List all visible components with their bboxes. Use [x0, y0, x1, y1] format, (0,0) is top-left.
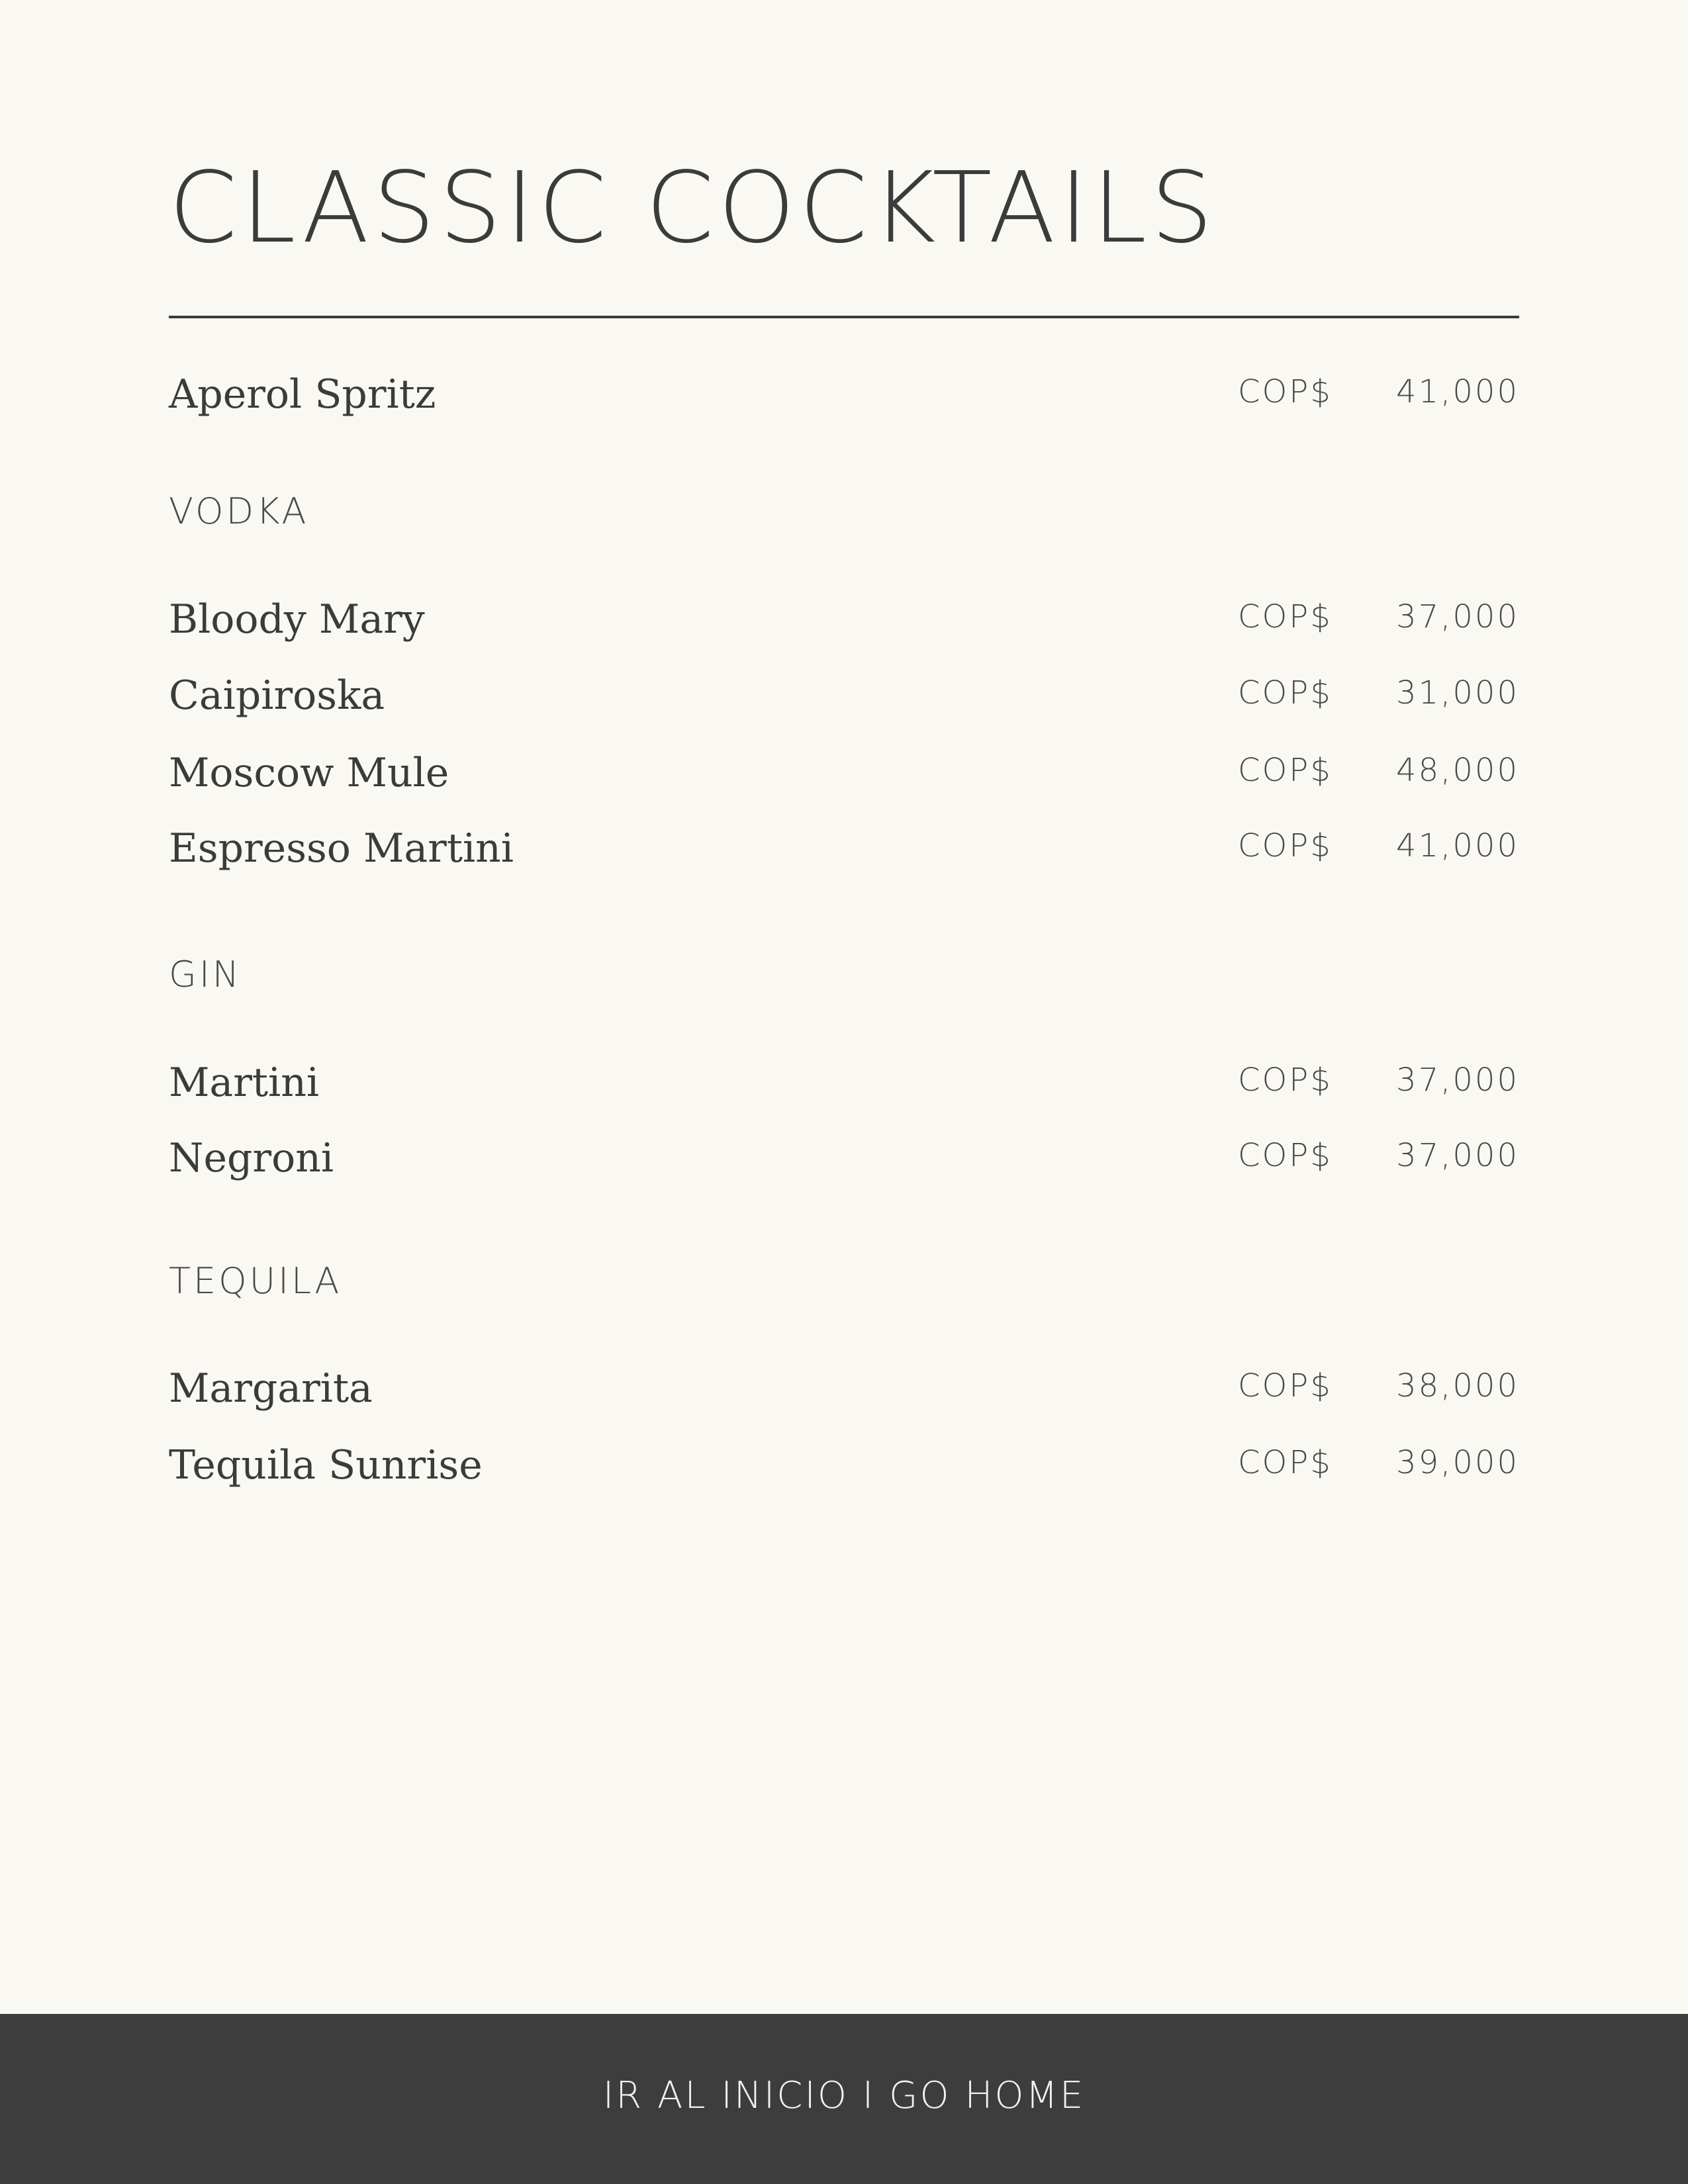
- item-currency: COP$: [1238, 1444, 1333, 1481]
- title-divider: [169, 316, 1519, 318]
- item-currency: COP$: [1238, 674, 1333, 711]
- go-home-link[interactable]: IR AL INICIO I GO HOME: [602, 2074, 1086, 2117]
- item-price: 37,000: [1396, 1137, 1519, 1174]
- section-heading-vodka: VODKA: [169, 490, 309, 532]
- section-heading-gin: GIN: [169, 954, 242, 995]
- item-name: Moscow Mule: [169, 750, 449, 796]
- item-name: Negroni: [169, 1135, 334, 1181]
- item-price: 37,000: [1396, 598, 1519, 635]
- item-name: Aperol Spritz: [169, 371, 436, 418]
- menu-item-aperol-spritz: [169, 371, 1519, 424]
- item-name: Tequila Sunrise: [169, 1442, 483, 1488]
- item-price: 41,000: [1396, 373, 1519, 410]
- item-name: Bloody Mary: [169, 596, 425, 643]
- item-currency: COP$: [1238, 1062, 1333, 1099]
- menu-item-moscow-mule: [169, 749, 1519, 802]
- menu-item-espresso-martini: [169, 825, 1519, 878]
- item-name: Espresso Martini: [169, 825, 514, 872]
- menu-item-martini: [169, 1059, 1519, 1112]
- item-price: 37,000: [1396, 1062, 1519, 1099]
- menu-item-margarita: [169, 1365, 1519, 1418]
- menu-item-tequila-sunrise: [169, 1441, 1519, 1494]
- section-heading-tequila: TEQUILA: [169, 1260, 342, 1302]
- item-currency: COP$: [1238, 752, 1333, 789]
- footer-bar: [0, 2014, 1688, 2184]
- menu-item-bloody-mary: [169, 596, 1519, 649]
- item-name: Margarita: [169, 1365, 373, 1412]
- page-title: CLASSIC COCKTAILS: [169, 151, 1217, 265]
- item-price: 48,000: [1396, 752, 1519, 789]
- item-currency: COP$: [1238, 1367, 1333, 1404]
- item-currency: COP$: [1238, 1137, 1333, 1174]
- menu-item-negroni: [169, 1134, 1519, 1187]
- item-price: 38,000: [1396, 1367, 1519, 1404]
- item-name: Martini: [169, 1060, 320, 1106]
- item-price: 39,000: [1396, 1444, 1519, 1481]
- item-price: 31,000: [1396, 674, 1519, 711]
- item-currency: COP$: [1238, 827, 1333, 864]
- item-currency: COP$: [1238, 373, 1333, 410]
- item-currency: COP$: [1238, 598, 1333, 635]
- item-name: Caipiroska: [169, 672, 385, 719]
- menu-item-caipiroska: [169, 672, 1519, 725]
- item-price: 41,000: [1396, 827, 1519, 864]
